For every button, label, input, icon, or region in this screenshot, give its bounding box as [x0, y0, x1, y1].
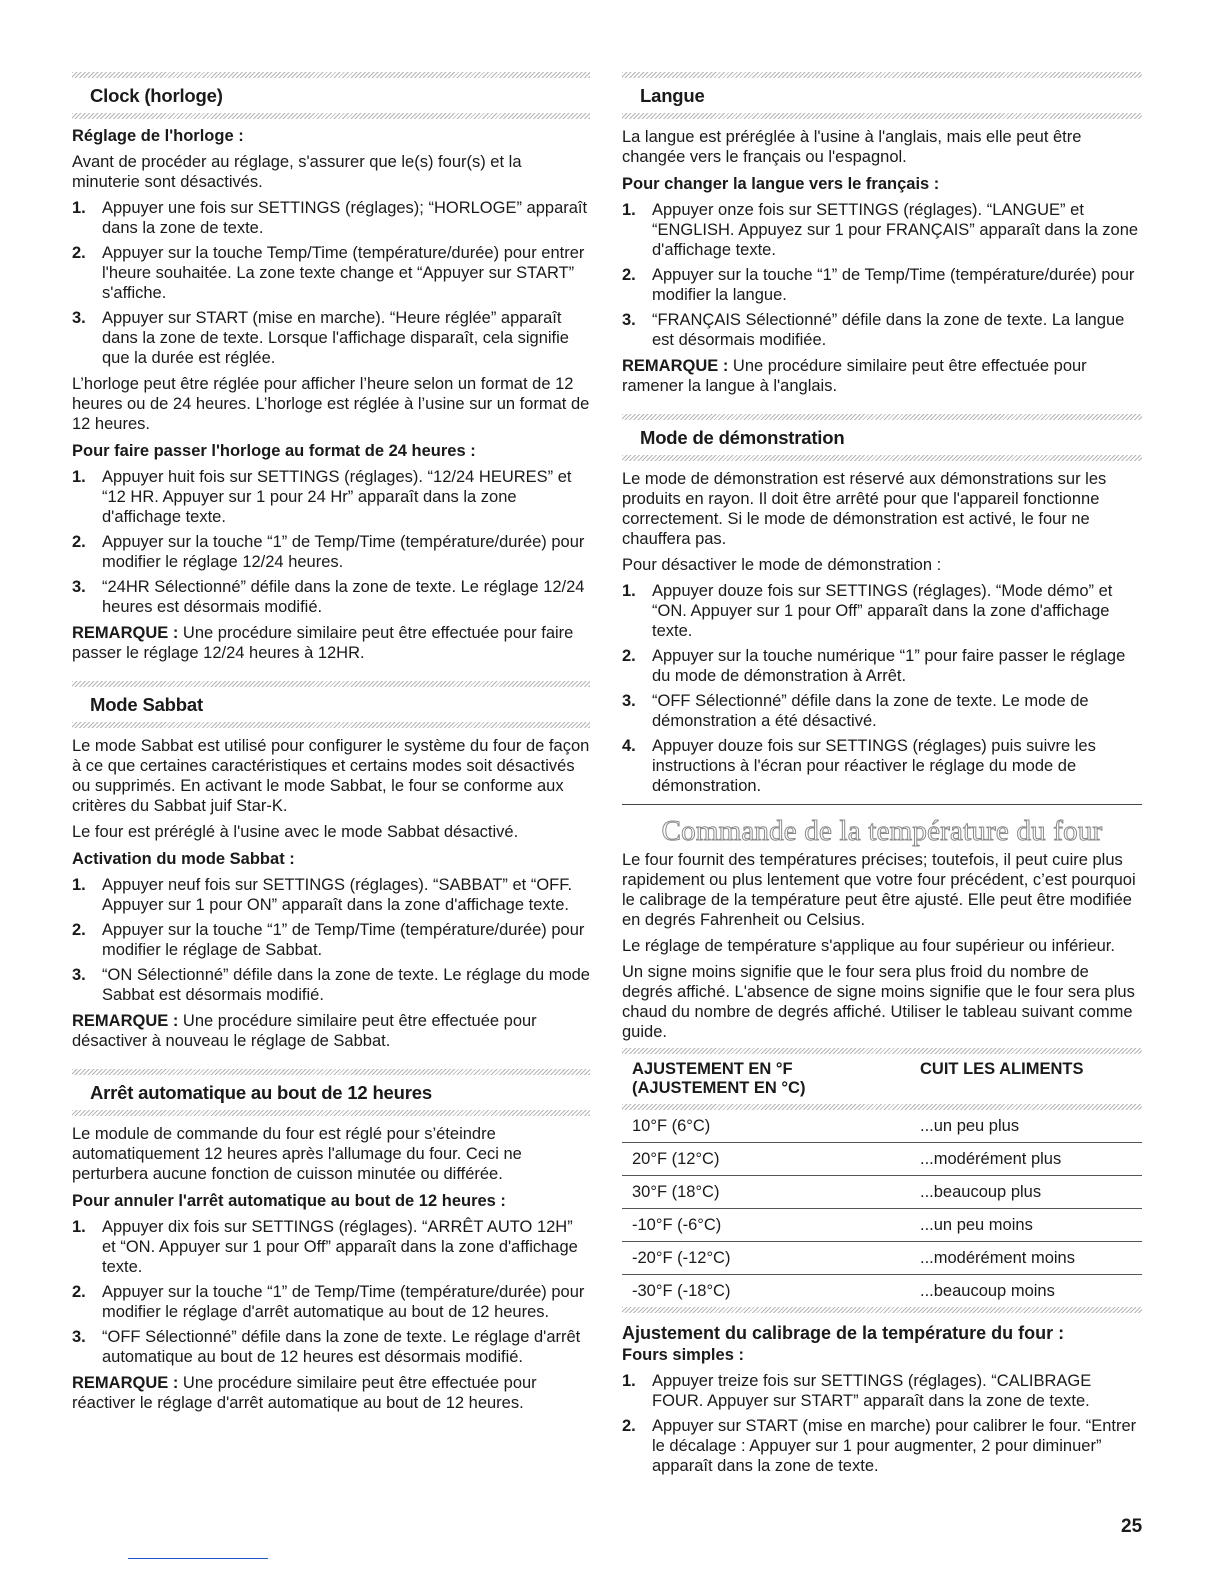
- sabbat-section: [72, 681, 590, 1051]
- subheading: Fours simples :: [622, 1346, 744, 1364]
- page-number: 25: [1121, 1516, 1143, 1537]
- list-item: 2. Appuyer sur START (mise en marche) pour calibrer le four. “Entrer le décalage : Appuyer sur 1 pour augmenter, 2 pour diminuer” apparaît dans la zone de texte.: [622, 1417, 1137, 1475]
- step-list: [622, 1371, 1142, 1476]
- langue-section: [622, 72, 1142, 396]
- step-list: [622, 581, 1142, 796]
- section-rule: [622, 113, 1142, 119]
- calibration-table-body: [622, 1110, 1142, 1307]
- paragraph: Le four est préréglé à l'usine avec le mode Sabbat désactivé.: [72, 823, 519, 841]
- remark: REMARQUE : Une procédure similaire peut être effectuée pour réactiver le réglage d'arrêt automatique au bout de 12 heures.: [72, 1374, 537, 1412]
- clock-section: [72, 72, 590, 663]
- paragraph: Pour désactiver le mode de démonstration :: [622, 556, 942, 574]
- section-rule: [622, 455, 1142, 461]
- subheading: Réglage de l'horloge :: [72, 127, 244, 145]
- remark: REMARQUE : Une procédure similaire peut être effectuée pour faire passer le réglage 12/24 heures à 12HR.: [72, 624, 574, 662]
- section-title: Mode Sabbat: [90, 694, 203, 715]
- subheading: Pour changer la langue vers le français :: [622, 175, 940, 193]
- section-rule: [72, 1110, 590, 1116]
- footer-line: [128, 1558, 268, 1559]
- step-list: [72, 467, 590, 617]
- commande-section: [622, 815, 1142, 1476]
- list-item: 4. Appuyer douze fois sur SETTINGS (réglages) puis suivre les instructions à l'écran pour réactiver le réglage du mode de démonstration.: [622, 737, 1096, 795]
- step-list: [622, 200, 1142, 350]
- chapter-title: Commande de la température du four: [661, 815, 1103, 847]
- step-list: [72, 875, 590, 1005]
- paragraph: Avant de procéder au réglage, s'assurer que le(s) four(s) et la minuterie sont désactivés.: [72, 153, 522, 191]
- paragraph: Le mode Sabbat est utilisé pour configurer le système du four de façon à ce que certaines caractéristiques et certains modes soit désactivés ou supprimés. En activant le mode Sabbat, le four se conforme aux critères du Sabbat juif Star-K.: [72, 737, 590, 815]
- list-item: 1. Appuyer douze fois sur SETTINGS (réglages). “Mode démo” et “ON. Appuyer sur 1 pour Off” apparaît dans la zone d'affichage texte.: [622, 582, 1113, 640]
- list-item: 2. Appuyer sur la touche “1” de Temp/Time (température/durée) pour modifier le réglage de Sabbat.: [72, 921, 585, 959]
- table-row: 10°F (6°C) ...un peu plus: [622, 1110, 1142, 1143]
- table-rule: [622, 1307, 1142, 1313]
- list-item: 3. Appuyer sur START (mise en marche). “Heure réglée” apparaît dans la zone de texte. Lorsque l'affichage disparaît, cela signifie que la durée est réglée.: [72, 309, 569, 367]
- table-row: 30°F (18°C) ...beaucoup plus: [622, 1176, 1142, 1209]
- divider: [622, 804, 1142, 805]
- section-title: Langue: [640, 85, 705, 106]
- arret-section: [72, 1069, 590, 1413]
- section-title: Mode de démonstration: [640, 427, 845, 448]
- paragraph: Le module de commande du four est réglé pour s’éteindre automatiquement 12 heures après l'allumage du four. Ceci ne perturbera aucune fonction de cuisson minutée ou différée.: [72, 1125, 522, 1183]
- paragraph: Le réglage de température s'applique au four supérieur ou inférieur.: [622, 937, 1115, 955]
- list-item: 1. Appuyer huit fois sur SETTINGS (réglages). “12/24 HEURES” et “12 HR. Appuyer sur 1 pour 24 Hr” apparaît dans la zone d'affichage texte.: [72, 468, 572, 526]
- subheading: Pour annuler l'arrêt automatique au bout de 12 heures :: [72, 1192, 506, 1210]
- list-item: 1. Appuyer une fois sur SETTINGS (réglages); “HORLOGE” apparaît dans la zone de texte.: [72, 199, 588, 237]
- section-title: Arrêt automatique au bout de 12 heures: [90, 1082, 432, 1103]
- list-item: 2. Appuyer sur la touche “1” de Temp/Time (température/durée) pour modifier le réglage 12/24 heures.: [72, 533, 585, 571]
- paragraph: Le four fournit des températures précises; toutefois, il peut cuire plus rapidement ou plus lentement que votre four précédent, c’est pourquoi le calibrage de la température peut être ajusté. Elle peut être modifiée en degrés Fahrenheit ou Celsius.: [622, 851, 1136, 929]
- section-rule: [72, 722, 590, 728]
- table-row: -30°F (-18°C) ...beaucoup moins: [632, 1282, 1055, 1300]
- paragraph: Le mode de démonstration est réservé aux démonstrations sur les produits en rayon. Il doit être arrêté pour que l'appareil fonctionne correctement. Si le mode de démonstration est activé, le four ne chauffera pas.: [622, 470, 1107, 548]
- list-item: 3. “24HR Sélectionné” défile dans la zone de texte. Le réglage 12/24 heures est désormais modifié.: [72, 578, 585, 616]
- remark: REMARQUE : Une procédure similaire peut être effectuée pour ramener la langue à l'anglais.: [622, 357, 1087, 395]
- step-list: [72, 1217, 590, 1367]
- paragraph: Un signe moins signifie que le four sera plus froid du nombre de degrés affiché. L'absence de signe moins signifie que le four sera plus chaud du nombre de degrés affiché. Utiliser le tableau suivant comme guide.: [622, 963, 1135, 1041]
- list-item: 3. “ON Sélectionné” défile dans la zone de texte. Le réglage du mode Sabbat est désormais modifié.: [72, 966, 590, 1004]
- list-item: 3. “OFF Sélectionné” défile dans la zone de texte. Le réglage d'arrêt automatique au bout de 12 heures est désormais modifié.: [72, 1328, 581, 1366]
- paragraph: L’horloge peut être réglée pour afficher l’heure selon un format de 12 heures ou de 24 heures. L’horloge est réglée à l’usine sur un format de 12 heures.: [72, 375, 590, 433]
- list-item: 1. Appuyer neuf fois sur SETTINGS (réglages). “SABBAT” et “OFF. Appuyer sur 1 pour ON” apparaît dans la zone d'affichage texte.: [72, 876, 573, 914]
- list-item: 2. Appuyer sur la touche “1” de Temp/Time (température/durée) pour modifier le réglage d'arrêt automatique au bout de 12 heures.: [72, 1283, 585, 1321]
- subheading: Activation du mode Sabbat :: [72, 850, 295, 868]
- right-column: [622, 72, 1142, 1482]
- list-item: 1. Appuyer dix fois sur SETTINGS (réglages). “ARRÊT AUTO 12H” et “ON. Appuyer sur 1 pour Off” apparaît dans la zone d'affichage texte.: [72, 1218, 578, 1276]
- remark: REMARQUE : Une procédure similaire peut être effectuée pour désactiver à nouveau le réglage de Sabbat.: [72, 1012, 537, 1050]
- table-header: CUIT LES ALIMENTS: [920, 1060, 1084, 1078]
- list-item: 2. Appuyer sur la touche “1” de Temp/Time (température/durée) pour modifier la langue.: [622, 266, 1135, 304]
- left-column: [72, 72, 590, 1419]
- calibration-table: [622, 1054, 1142, 1104]
- section-rule: [72, 113, 590, 119]
- subheading: Pour faire passer l'horloge au format de 24 heures :: [72, 442, 476, 460]
- demo-section: [622, 414, 1142, 796]
- list-item: 3. “FRANÇAIS Sélectionné” défile dans la zone de texte. La langue est désormais modifiée.: [622, 311, 1125, 349]
- list-item: 3. “OFF Sélectionné” défile dans la zone de texte. Le mode de démonstration a été désactivé.: [622, 692, 1089, 730]
- list-item: 1. Appuyer onze fois sur SETTINGS (réglages). “LANGUE” et “ENGLISH. Appuyez sur 1 pour FRANÇAIS” apparaît dans la zone d'affichage texte.: [622, 201, 1139, 259]
- subheading: Ajustement du calibrage de la température du four :: [622, 1323, 1065, 1343]
- paragraph: La langue est préréglée à l'usine à l'anglais, mais elle peut être changée vers le français ou l'espagnol.: [622, 128, 1082, 166]
- section-title: Clock (horloge): [90, 85, 223, 106]
- table-row: -20°F (-12°C) ...modérément moins: [622, 1242, 1142, 1275]
- table-row: 20°F (12°C) ...modérément plus: [622, 1143, 1142, 1176]
- list-item: 1. Appuyer treize fois sur SETTINGS (réglages). “CALIBRAGE FOUR. Appuyer sur START” apparaît dans la zone de texte.: [622, 1372, 1092, 1410]
- table-row: -10°F (-6°C) ...un peu moins: [622, 1209, 1142, 1242]
- list-item: 2. Appuyer sur la touche Temp/Time (température/durée) pour entrer l'heure souhaitée. La zone texte change et “Appuyer sur START” s'affiche.: [72, 244, 585, 302]
- table-header: AJUSTEMENT EN °F (AJUSTEMENT EN °C): [632, 1060, 806, 1097]
- list-item: 2. Appuyer sur la touche numérique “1” pour faire passer le réglage du mode de démonstration à Arrêt.: [622, 647, 1126, 685]
- step-list: [72, 198, 590, 368]
